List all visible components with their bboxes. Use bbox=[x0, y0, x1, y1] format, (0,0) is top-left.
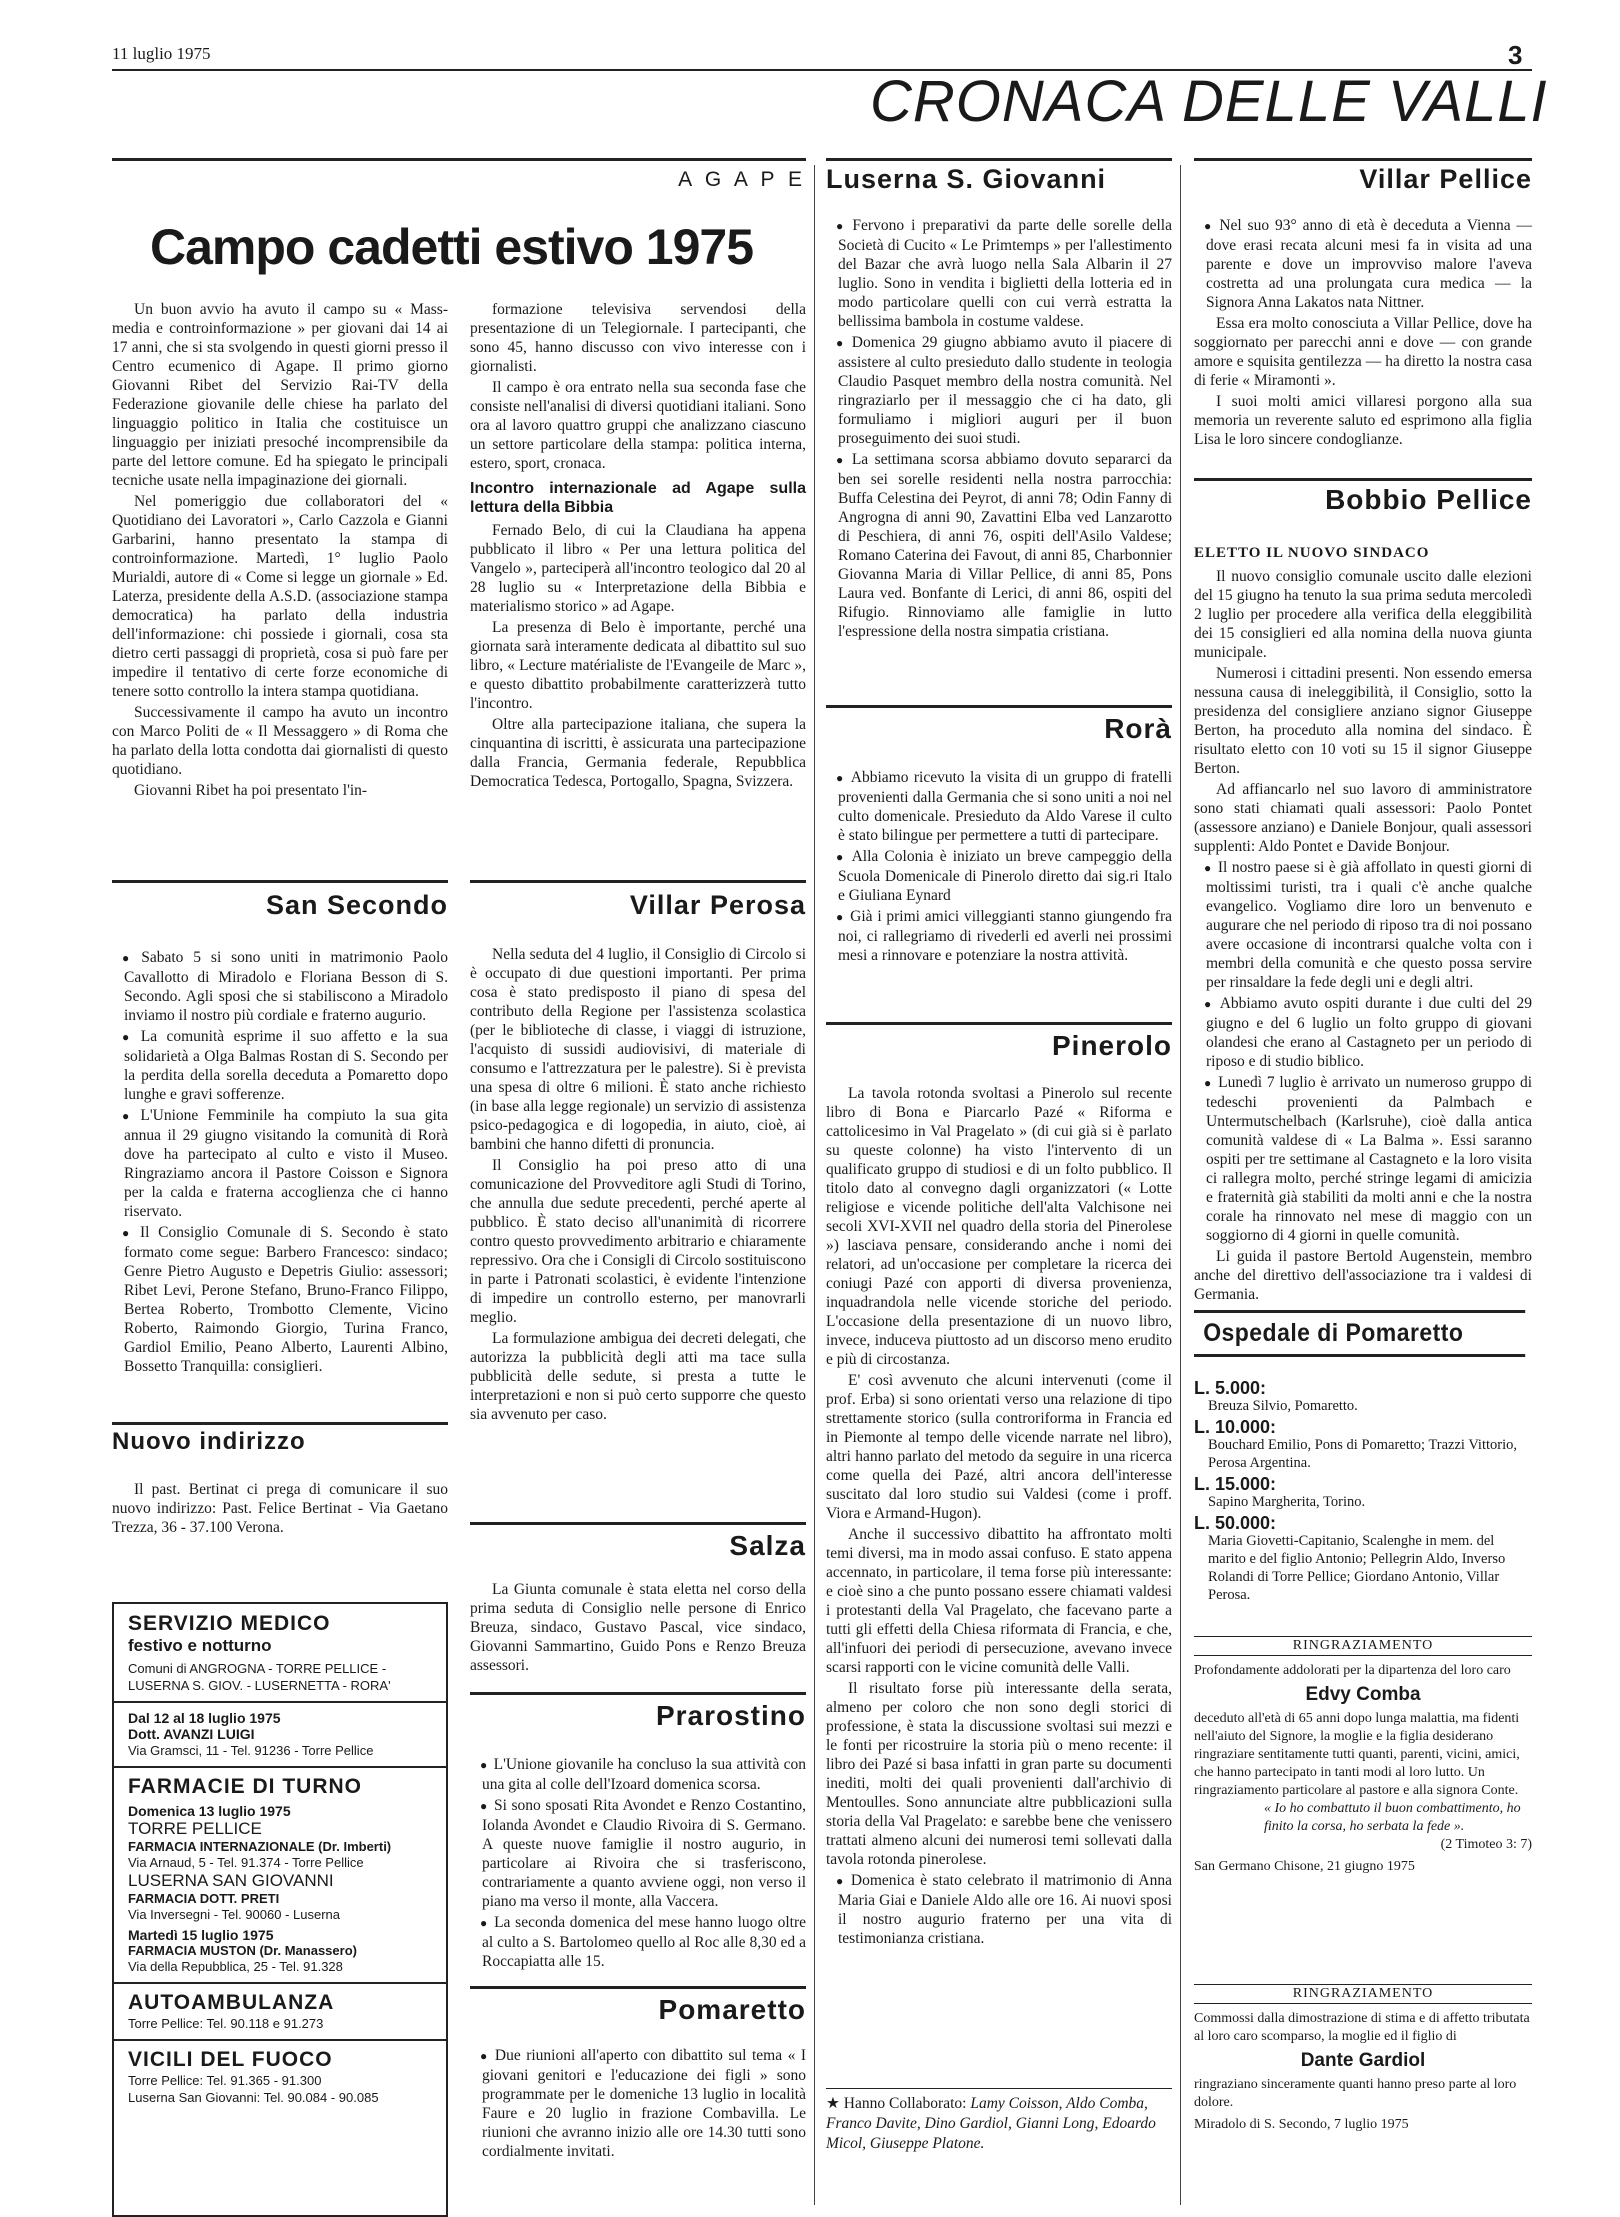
vigili-title: VICILI DEL FUOCO bbox=[128, 2048, 333, 2071]
agape-title: Campo cadetti estivo 1975 bbox=[150, 219, 754, 275]
paragraph: Giovanni Ribet ha poi presentato l'in- bbox=[134, 782, 368, 799]
ringraziamento-name: Edvy Comba bbox=[1305, 1684, 1421, 1705]
donation-amount: L. 50.000: bbox=[1194, 1513, 1277, 1533]
ospedale-title: Ospedale di Pomaretto bbox=[1194, 1310, 1525, 1357]
paragraph: La presenza di Belo è importante, perché una giornata sarà interamente dedicata al dibattito sul suo libro, « Lecture matérialiste de l'Evangeile de Marc », e questo dibattito probabilmente caratterizzerà tutto l'incontro. bbox=[470, 619, 806, 712]
news-item: ● La comunità esprime il suo affetto e la sua solidarietà a Olga Balmas Rostan di S. Secondo per la perdita della sorella deceduta a Pomaretto dopo lunghe e gravi sofferenze. bbox=[112, 1027, 448, 1104]
san-secondo-body bbox=[112, 948, 448, 1378]
news-item: ● Abbiamo ricevuto la visita di un gruppo di fratelli provenienti dalla Germania che si sono uniti a noi nel culto domenicale. Presieduto da Aldo Varese il culto è stato bilingue per permettere a tutti di partecipare. bbox=[826, 768, 1172, 845]
farmacie-title: FARMACIE DI TURNO bbox=[128, 1775, 362, 1798]
pinerolo-body bbox=[826, 1084, 1172, 1950]
servizio-subtitle: festivo e notturno bbox=[128, 1636, 272, 1655]
paragraph: Successivamente il campo ha avuto un incontro con Marco Politi de « Il Messaggero » di Roma che ha parlato della lotta condotta dai giornalisti di questo quotidiano. bbox=[112, 704, 448, 778]
villar-perosa-title: Villar Perosa bbox=[629, 890, 806, 920]
news-item: ● La settimana scorsa abbiamo dovuto separarci da ben sei sorelle residenti nella nostra parrocchia: Buffa Celestina dei Peyrot, di anni 78; Odin Fanny di Angrogna di anni 90, Zavattini Elba ved Lanzarotto di Peschiera, di anni 76, ospiti dell'Asilo Valdese; Romano Caterina dei Favout, di anni 85, Charbonnier Giovanna Maria di Villar Pellice, di anni 85, Pons Laura ved. Bonfante di Lerici, di anni 86, ospiti del Rifugio. Rinnoviamo alle famiglie in lutto l'espressione della nostra simpatia cristiana. bbox=[826, 450, 1172, 641]
box-divider bbox=[114, 1766, 446, 1768]
farmacia-name: FARMACIA MUSTON (Dr. Manassero) bbox=[128, 1943, 357, 1958]
box-divider bbox=[114, 1701, 446, 1703]
news-item: ● Alla Colonia è iniziato un breve campeggio della Scuola Domenicale di Pinerolo diretto dai sig.ri Italo e Giuliana Eynard bbox=[826, 847, 1172, 905]
section-rule bbox=[826, 705, 1172, 708]
section-rule bbox=[826, 1022, 1172, 1025]
news-item: ● Già i primi amici villeggianti stanno giungendo fra noi, ci rallegriamo di rivederli ed averli nei prossimi mesi a rinnovare e potenziare la nostra attività. bbox=[826, 907, 1172, 965]
collaboratori-names: Lamy Coisson, Aldo Comba, Franco Davite, Dino Gardiol, Gianni Long, Edoardo Micol, Giuseppe Platone. bbox=[826, 2095, 1156, 2152]
news-item: ● Nel suo 93° anno di età è deceduta a Vienna — dove erasi recata alcuni mesi fa in visita ad una parente e dove un improvviso malore l'aveva costretta ad una prolungata cura medica — la Signora Anna Lakatos nata Nittner. bbox=[1194, 216, 1532, 312]
paragraph: formazione televisiva servendosi della presentazione di un Telegiornale. I partecipanti, che sono 45, hanno discusso con vivo interesse con i giornalisti. bbox=[470, 301, 806, 375]
servizio-doctor-address: Via Gramsci, 11 - Tel. 91236 - Torre Pellice bbox=[128, 1743, 374, 1758]
ringraziamento-ref: (2 Timoteo 3: 7) bbox=[1440, 1837, 1532, 1852]
ringraziamento-text: deceduto all'età di 65 anni dopo lunga malattia, ma fidenti nell'aiuto del Signore, la moglie e la figlia desiderano ringraziare sentitamente tutti quanti, parenti, vicini, amici, che hanno partecipato in tanti modi al loro lutto. Un ringraziamento particolare al pastore e alla signora Conte. bbox=[1194, 1711, 1520, 1798]
paragraph: Nel pomeriggio due collaboratori del « Quotidiano dei Lavoratori », Carlo Cazzola e Gianni Garbarini, hanno presentato la stampa di controinformazione. Martedì, 1° luglio Paolo Murialdi, autore di « Come si legge un giornale » Ed. Laterza, presidente della A.S.D. (associazione stampa democratica) ha parlato della industria dell'informazione: chi possiede i giornali, cosa sta dietro certi passaggi di proprietà, cosa si può fare per impedire il tentativo di certe forze economiche di tenere sotto controllo la intera stampa quotidiana. bbox=[112, 493, 448, 700]
paragraph: Nella seduta del 4 luglio, il Consiglio di Circolo si è occupato di due questioni importanti. Per prima cosa è stato predisposto il piano di spesa del contributo della Regione per l'assistenza scolastica (per le biblioteche di classe, i viaggi di istruzione, l'acquisto di sussidi audiovisivi, di materiale di consumo e l'attrezzatura per le palestre). Si è prevista una spesa di oltre 6 milioni. È stato anche richiesto (in base alla legge regionale) un servizio di assistenza psico-pedagogica e di logopedia, in aiuto, cioè, ai bambini che hanno difetti di pronuncia. bbox=[470, 946, 806, 1153]
farmacie-sunday: Domenica 13 luglio 1975 bbox=[128, 1803, 291, 1819]
news-item: ● Lunedì 7 luglio è arrivato un numeroso gruppo di tedeschi provenienti da Palmbach e Untermutschelbach (Karlsruhe), cioè dalla antica comunità valdese di « La Balma ». Essi saranno ospiti per tre settimane al Castagneto e la loro visita ci rallegra molto, perché stringe legami di amicizia e fraternità già stabiliti da molti anni e che la nostra corale ha rinnovato nel mese di maggio con un soggiorno di 4 giorni in quelle comunità. bbox=[1194, 1073, 1532, 1245]
news-item: ● Fervono i preparativi da parte delle sorelle della Società di Cucito « Le Primtemps » per l'allestimento del Bazar che avrà luogo nella Sala Albarin il 27 luglio. Sono in vendita i biglietti della lotteria ed in modo particolare quelli con cui verrà estratta la bellissima bambola in costume valdese. bbox=[826, 216, 1172, 331]
villar-pellice-title: Villar Pellice bbox=[1359, 164, 1532, 194]
nuovo-indirizzo-body bbox=[112, 1480, 448, 1539]
box-divider bbox=[114, 2039, 446, 2041]
section-rule bbox=[470, 1522, 806, 1525]
servizio-medico-box bbox=[112, 1602, 448, 2217]
pinerolo-title: Pinerolo bbox=[1051, 1030, 1172, 1061]
news-item: ● Abbiamo avuto ospiti durante i due culti del 29 giugno e del 6 luglio un folto gruppo di giovani olandesi che erano al Castagneto per un periodo di riposo e di studio biblico. bbox=[1194, 994, 1532, 1071]
donation-names: Sapino Margherita, Torino. bbox=[1208, 1494, 1366, 1510]
news-item: ● La seconda domenica del mese hanno luogo oltre al culto a S. Bartolomeo quello al Roc alle 8,30 ed a Roccapiatta alle 15. bbox=[470, 1913, 806, 1971]
ringraziamento-comba bbox=[1194, 1630, 1532, 1876]
donation-amount: L. 5.000: bbox=[1194, 1378, 1267, 1398]
vigili-phone: Torre Pellice: Tel. 91.365 - 91.300 bbox=[128, 2073, 322, 2088]
donations-list bbox=[1194, 1376, 1532, 1604]
farmacie-town: TORRE PELLICE bbox=[128, 1819, 262, 1838]
ringraziamento-gardiol bbox=[1194, 1978, 1532, 2134]
ringraziamento-name: Dante Gardiol bbox=[1300, 2050, 1426, 2071]
issue-date: 11 luglio 1975 bbox=[112, 44, 211, 63]
news-item: ● Domenica è stato celebrato il matrimonio di Anna Maria Giai e Daniele Aldo alle ore 16. Ai nuovi sposi il nostro augurio fraterno per una vita di testimonianza cristiana. bbox=[826, 1871, 1172, 1948]
paragraph: Il past. Bertinat ci prega di comunicare il suo nuovo indirizzo: Past. Felice Bertinat - Via Gaetano Trezza, 36 - 37.100 Verona. bbox=[112, 1481, 448, 1536]
news-item: ● Domenica 29 giugno abbiamo avuto il piacere di assistere al culto presieduto dallo studente in teologia Claudio Pasquet membro della nostra comunità. Nel ringraziarlo per il messaggio che ci ha dato, gli formuliamo i migliori auguri per il buon proseguimento dei suoi studi. bbox=[826, 333, 1172, 448]
nuovo-indirizzo-title: Nuovo indirizzo bbox=[112, 1428, 306, 1455]
agape-rule bbox=[112, 158, 806, 161]
ringraziamento-intro: Commossi dalla dimostrazione di stima e di affetto tributata al loro caro scomparso, la moglie ed il figlio di bbox=[1194, 2011, 1530, 2044]
news-item: ● Due riunioni all'aperto con dibattito sul tema « I giovani genitori e l'educazione dei figli » sono programmate per le domeniche 13 luglio in località Faure e 20 luglio in frazione Combavilla. Le riunioni che avranno inizio alle ore 14.30 tutti sono cordialmente invitati. bbox=[470, 2046, 806, 2161]
news-item: ● Si sono sposati Rita Avondet e Renzo Costantino, Iolanda Avondet e Claudio Rivoira di S. Germano. A queste nuove famiglie il nostro augurio, in particolare ai Rivoira che si trasferiscono, contrariamente a quanto avviene oggi, non verso il piano ma verso il monte, alla Vaccera. bbox=[470, 1796, 806, 1911]
paragraph: Oltre alla partecipazione italiana, che supera la cinquantina di iscritti, è assicurata una partecipazione dalla Francia, Germania federale, Repubblica Democratica Tedesca, Portogallo, Spagna, Svizzera. bbox=[470, 716, 806, 790]
collaboratori bbox=[826, 2094, 1172, 2154]
pomaretto-body bbox=[470, 2046, 806, 2163]
donation-names: Bouchard Emilio, Pons di Pomaretto; Trazzi Vittorio, Perosa Argentina. bbox=[1208, 1437, 1517, 1471]
prarostino-body bbox=[470, 1755, 806, 1973]
servizio-comuni: Comuni di ANGROGNA - TORRE PELLICE - LUSERNA S. GIOV. - LUSERNETTA - RORA' bbox=[128, 1661, 391, 1693]
news-item: ● L'Unione giovanile ha concluso la sua attività con una gita al colle dell'Izoard domenica scorsa. bbox=[470, 1755, 806, 1794]
rora-title: Rorà bbox=[1104, 713, 1172, 744]
paragraph: Il Consiglio ha poi preso atto di una comunicazione del Provveditore agli Studi di Torino, che annulla due sedute precedenti, perché aperte al pubblico. È stato deciso all'unanimità di ricorrere contro questo provvedimento arbitrario e chiaramente repressivo. Ora che i Consigli di Circolo sostituiscono in parte i Patronati scolastici, è evidente l'intenzione di impedire un controllo esterno, per manovrarli meglio. bbox=[470, 1157, 806, 1326]
section-rule bbox=[470, 880, 806, 883]
ringraziamento-text: ringraziano sinceramente quanti hanno preso parte al loro dolore. bbox=[1194, 2077, 1517, 2110]
paragraph: La formulazione ambigua dei decreti delegati, che autorizza la pubblicità degli atti ma tace sulla pubblicità delle sedute, si presta a tutte le interpretazioni e non si può certo supporre che questo sia avvenuto per caso. bbox=[470, 1330, 806, 1423]
paragraph: La tavola rotonda svoltasi a Pinerolo sul recente libro di Bona e Piarcarlo Pazé « Riforma e cattolicesimo in Val Pragelato » (di cui già si è parlato su queste colonne) ha visto l'intervento di un qualificato gruppo di studiosi e di un folto pubblico. Il titolo dato al convegno dagli organizzatori (« Lotte religiose e vicende politiche dell'alta Valchisone nei secoli XVI-XVII nel quadro della storia del Pinerolese ») lasciava pensare, considerando anche i nomi dei relatori, ad un'occasione per completare la ricerca dei coniugi Pazé con apporti di diversa provenienza, inquadrandola nelle vicende storiche del periodo. L'occasione della presentazione di un nuovo libro, invece, induceva piuttosto ad un discorso meno erudito e più di circostanza. bbox=[826, 1085, 1172, 1368]
section-rule bbox=[826, 158, 1172, 161]
news-item: ● Il nostro paese si è già affollato in questi giorni di moltissimi turisti, tra i quali c'è anche qualche evangelico. Vogliamo dire loro un benvenuto e augurare che nel periodo di riposo tra di noi possano avere occasione di incontrarsi qualche volta con i membri della comunità e che questo possa servire per rinsaldare la fede degli uni e degli altri. bbox=[1194, 858, 1532, 992]
paragraph: Ad affiancarlo nel suo lavoro di amministratore sono stati chiamati quali assessori: Paolo Pontet (assessore anziano) e Daniele Bonjour, quali assessori supplenti: Aldo Pontet e Davide Bonjour. bbox=[1194, 781, 1532, 855]
agape-subtitle: Incontro internazionale ad Agape sulla lettura della Bibbia bbox=[470, 480, 806, 516]
farmacie-town: LUSERNA SAN GIOVANNI bbox=[128, 1871, 334, 1890]
section-rule bbox=[112, 1422, 448, 1425]
collaboratori-label: Hanno Collaborato: bbox=[843, 2095, 967, 2112]
ringraziamento-place: San Germano Chisone, 21 giugno 1975 bbox=[1194, 1859, 1415, 1874]
ringraziamento-intro: Profondamente addolorati per la dipartenza del loro caro bbox=[1194, 1663, 1511, 1678]
section-rule bbox=[470, 1986, 806, 1989]
servizio-title: SERVIZIO MEDICO bbox=[128, 1612, 331, 1635]
paragraph: Il campo è ora entrato nella sua seconda fase che consiste nell'analisi di diversi quotidiani italiani. Sono ora al lavoro quattro gruppi che analizzano ciascuno un settore particolare della stampa: politica interna, estero, sport, cronaca. bbox=[470, 379, 806, 472]
news-item: ● Sabato 5 si sono uniti in matrimonio Paolo Cavallotto di Miradolo e Floriana Besson di S. Secondo. Agli sposi che si stabiliscono a Miradolo inviamo il nostro più cordiale e fraterno augurio. bbox=[112, 948, 448, 1025]
servizio-doctor: Dott. AVANZI LUIGI bbox=[128, 1726, 255, 1742]
ringraziamento-quote: « Io ho combattuto il buon combattimento, ho finito la corsa, ho serbata la fede ». bbox=[1264, 1801, 1521, 1834]
paragraph: La Giunta comunale è stata eletta nel corso della prima seduta di Consiglio nelle persone di Enrico Breuza, sindaco, Gustavo Pascal, vice sindaco, Giovanni Sammartino, Guido Pons e Renzo Breuza assessori. bbox=[470, 1581, 806, 1674]
section-rule bbox=[112, 880, 448, 883]
star-icon: ★ bbox=[826, 2095, 844, 2112]
farmacia-address: Via Inversegni - Tel. 90060 - Luserna bbox=[128, 1907, 340, 1922]
donation-names: Maria Giovetti-Capitanio, Scalenghe in mem. del marito e del figlio Antonio; Pellegrin Aldo, Inverso Rolandi di Torre Pellice; Giordano Antonio, Villar Perosa. bbox=[1208, 1533, 1506, 1603]
paragraph: Li guida il pastore Bertold Augenstein, membro anche del direttivo dell'associazione tra i valdesi di Germania. bbox=[1194, 1248, 1532, 1303]
rora-body bbox=[826, 768, 1172, 967]
farmacia-address: Via Arnaud, 5 - Tel. 91.374 - Torre Pellice bbox=[128, 1855, 364, 1870]
page-number: 3 bbox=[1508, 40, 1523, 70]
donation-names: Breuza Silvio, Pomaretto. bbox=[1208, 1398, 1358, 1414]
paragraph: Numerosi i cittadini presenti. Non essendo emersa nessuna causa di ineleggibilità, il Consiglio, sotto la presidenza del consigliere anziano signor Giuseppe Berton, ha proceduto alla nomina del sindaco. È risultato eletto con 10 voti su 15 il signor Giuseppe Berton. bbox=[1194, 665, 1532, 777]
donation-amount: L. 10.000: bbox=[1194, 1417, 1277, 1437]
ringraziamento-header: RINGRAZIAMENTO bbox=[1194, 1984, 1532, 2004]
bobbio-kicker: ELETTO IL NUOVO SINDACO bbox=[1194, 545, 1430, 561]
autoambulanza-phone: Torre Pellice: Tel. 90.118 e 91.273 bbox=[128, 2016, 324, 2031]
pomaretto-title: Pomaretto bbox=[658, 1994, 806, 2025]
villar-perosa-body bbox=[470, 945, 806, 1426]
column-divider bbox=[1180, 165, 1181, 2205]
box-divider bbox=[114, 1982, 446, 1984]
agape-col1 bbox=[112, 300, 448, 802]
column-divider bbox=[814, 165, 815, 2205]
salza-body bbox=[470, 1580, 806, 1677]
salza-title: Salza bbox=[729, 1530, 806, 1561]
prarostino-title: Prarostino bbox=[655, 1700, 806, 1731]
farmacia-name: FARMACIA DOTT. PRETI bbox=[128, 1891, 280, 1906]
paragraph: I suoi molti amici villaresi porgono alla sua memoria un reverente saluto ed esprimono alla figlia Lisa le loro sincere condoglianze. bbox=[1194, 393, 1532, 448]
paragraph: Essa era molto conosciuta a Villar Pellice, dove ha soggiornato per parecchi anni e dove — con grande amore e squisita gentilezza — ha diretto la nostra casa di ferie « Miramonti ». bbox=[1194, 315, 1532, 389]
paragraph: Anche il successivo dibattito ha affrontato molti temi diversi, ma in modo assai confuso. E stato appena accennato, in particolare, il tema forse più interessante: e cioè sino a che punto possano essere chiamati valdesi i protestanti della Val Pragelato, che facevano parte a tutti gli effetti della Chiesa riformata di Francia, e che, all'infuori dei periodi di persecuzione, avevano invece scarsi rapporti con le vicine comunità delle Valli. bbox=[826, 1526, 1172, 1676]
farmacia-address: Via della Repubblica, 25 - Tel. 91.328 bbox=[128, 1959, 343, 1974]
farmacie-tuesday: Martedì 15 luglio 1975 bbox=[128, 1927, 274, 1943]
vigili-phone: Luserna San Giovanni: Tel. 90.084 - 90.085 bbox=[128, 2090, 379, 2105]
autoambulanza-title: AUTOAMBULANZA bbox=[128, 1991, 335, 2014]
agape-col2 bbox=[470, 300, 806, 793]
paragraph: Il nuovo consiglio comunale uscito dalle elezioni del 15 giugno ha tenuto la sua prima seduta mercoledì 2 luglio per procedere alla verifica della eleggibilità dei 15 consiglieri ed alla nomina della nuova giunta municipale. bbox=[1194, 568, 1532, 661]
paragraph: E' così avvenuto che alcuni intervenuti (come il prof. Erba) si sono orientati verso una relazione di tipo strettamente storico (sulla controriforma in Francia ed in Piemonte al tempo delle vicende narrate nel libro), altri hanno parlato del metodo da seguire in una ricerca come quella dei Pazé, altri ancora dell'interesse suscitato dal loro studio sui Valdesi (come i proff. Viora e Armand-Hugon). bbox=[826, 1372, 1172, 1522]
farmacia-name: FARMACIA INTERNAZIONALE (Dr. Imberti) bbox=[128, 1839, 392, 1854]
bobbio-body bbox=[1194, 540, 1532, 1306]
section-rule bbox=[1194, 478, 1532, 481]
ringraziamento-place: Miradolo di S. Secondo, 7 luglio 1975 bbox=[1194, 2117, 1409, 2132]
agape-kicker: A G A P E bbox=[678, 168, 806, 191]
paragraph: Fernado Belo, di cui la Claudiana ha appena pubblicato il libro « Per una lettura politica del Vangelo », parteciperà all'incontro teologico dal 20 al 28 luglio su « Interpretazione della Bibbia e materialismo storico » ad Agape. bbox=[470, 522, 806, 615]
news-item: ● Il Consiglio Comunale di S. Secondo è stato formato come segue: Barbero Francesco: sindaco; Genre Pietro Augusto e Depetris Giulio: assessori; Ribet Levi, Perone Stefano, Bruno-Franco Filippo, Bertea Roberto, Trombotto Clemente, Vicino Roberto, Raimondo Giorgio, Turina Franco, Gardiol Emilio, Peano Alberto, Laurenti Albino, Bossetto Tranquilla: consiglieri. bbox=[112, 1223, 448, 1376]
section-rule bbox=[470, 1692, 806, 1695]
paragraph: Il risultato forse più interessante della serata, almeno per coloro che non sono degli storici di professione, è stata la discussione svoltasi sui mezzi e le fonti per ricostruire la storia più o meno recente: il libro dei Pazé si basa infatti in gran parte su documenti inediti, molti dei quali provenienti dall'archivio di Mentoulles. Sono annunciate altre pubblicazioni sulla storia della Val Pragelato: e sarebbe bene che venissero trattati almeno alcuni dei numerosi temi sollevati dalla tavola rotonda pinerolese. bbox=[826, 1680, 1172, 1868]
section-rule bbox=[1194, 158, 1532, 161]
ringraziamento-header: RINGRAZIAMENTO bbox=[1194, 1636, 1532, 1656]
servizio-dates: Dal 12 al 18 luglio 1975 bbox=[128, 1710, 281, 1726]
collab-rule bbox=[826, 2088, 1172, 2089]
bobbio-title: Bobbio Pellice bbox=[1325, 484, 1532, 515]
luserna-title: Luserna S. Giovanni bbox=[826, 164, 1107, 194]
paragraph: Un buon avvio ha avuto il campo su « Mass-media e controinformazione » per giovani dai 14 ai 17 anni, che si sta svolgendo in questi giorni presso il Centro ecumenico di Agape. Il primo giorno Giovanni Ribet del Servizio Rai-TV della Federazione giovanile delle chiese ha parlato del linguaggio politico in Italia che costituisce un linguaggio per iniziati presoché incomprensibile da parte del lettore comune. Ed ha spiegato le principali tecniche usate nella impaginazione dei giornali. bbox=[112, 301, 448, 489]
news-item: ● L'Unione Femminile ha compiuto la sua gita annua il 29 giugno visitando la comunità di Rorà dove ha partecipato al culto e visto il Museo. Ringraziamo ancora il Pastore Coisson e Signora per la calda e fraterna accoglienza che ci hanno riservato. bbox=[112, 1106, 448, 1221]
donation-amount: L. 15.000: bbox=[1194, 1474, 1277, 1494]
villar-pellice-body bbox=[1194, 216, 1532, 451]
luserna-body bbox=[826, 216, 1172, 643]
section-title: CRONACA DELLE VALLI bbox=[870, 69, 1548, 134]
san-secondo-title: San Secondo bbox=[265, 890, 448, 920]
